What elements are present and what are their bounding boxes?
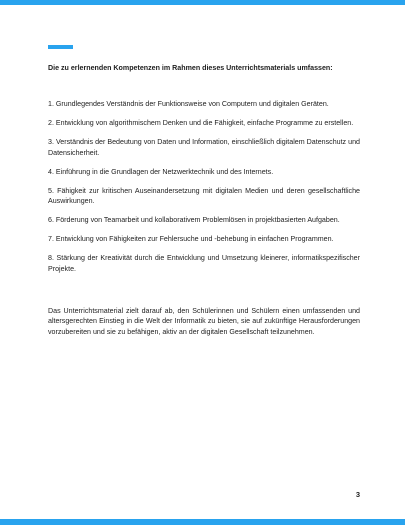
competency-list	[48, 99, 360, 274]
competency-item: 8. Stärkung der Kreativität durch die Entwicklung und Umsetzung kleinerer, informatikspezifischer Projekte.	[48, 254, 360, 273]
section-heading: Die zu erlernenden Kompetenzen im Rahmen dieses Unterrichtsmaterials umfassen:	[48, 64, 333, 72]
bottom-accent-bar	[0, 519, 405, 525]
competency-item: 4. Einführung in die Grundlagen der Netzwerktechnik und des Internets.	[48, 167, 274, 176]
page-number: 3	[355, 490, 360, 499]
top-accent-bar	[0, 0, 405, 5]
competency-item: 6. Förderung von Teamarbeit und kollaborativem Problemlösen in projektbasierten Aufgaben.	[48, 216, 340, 225]
competency-item: 1. Grundlegendes Verständnis der Funktionsweise von Computern und digitalen Geräten.	[48, 100, 329, 109]
accent-dash	[48, 45, 73, 49]
competency-item: 7. Entwicklung von Fähigkeiten zur Fehlersuche und -behebung in einfachen Programmen.	[48, 235, 334, 244]
page-content	[48, 63, 360, 337]
closing-paragraph: Das Unterrichtsmaterial zielt darauf ab, den Schülerinnen und Schülern einen umfassenden und altersgerechten Einstieg in die Welt der Informatik zu bieten, sie auf zukünftige Herausforderungen vorzubereiten und sie zu befähigen, aktiv an der digitalen Gesellschaft teilzunehmen.	[48, 307, 360, 336]
competency-item: 2. Entwicklung von algorithmischem Denken und die Fähigkeit, einfache Programme zu erstellen.	[48, 119, 354, 128]
competency-item: 3. Verständnis der Bedeutung von Daten und Information, einschließlich digitalem Datenschutz und Datensicherheit.	[48, 138, 360, 157]
competency-item: 5. Fähigkeit zur kritischen Auseinandersetzung mit digitalen Medien und deren gesellschaftliche Auswirkungen.	[48, 186, 360, 206]
